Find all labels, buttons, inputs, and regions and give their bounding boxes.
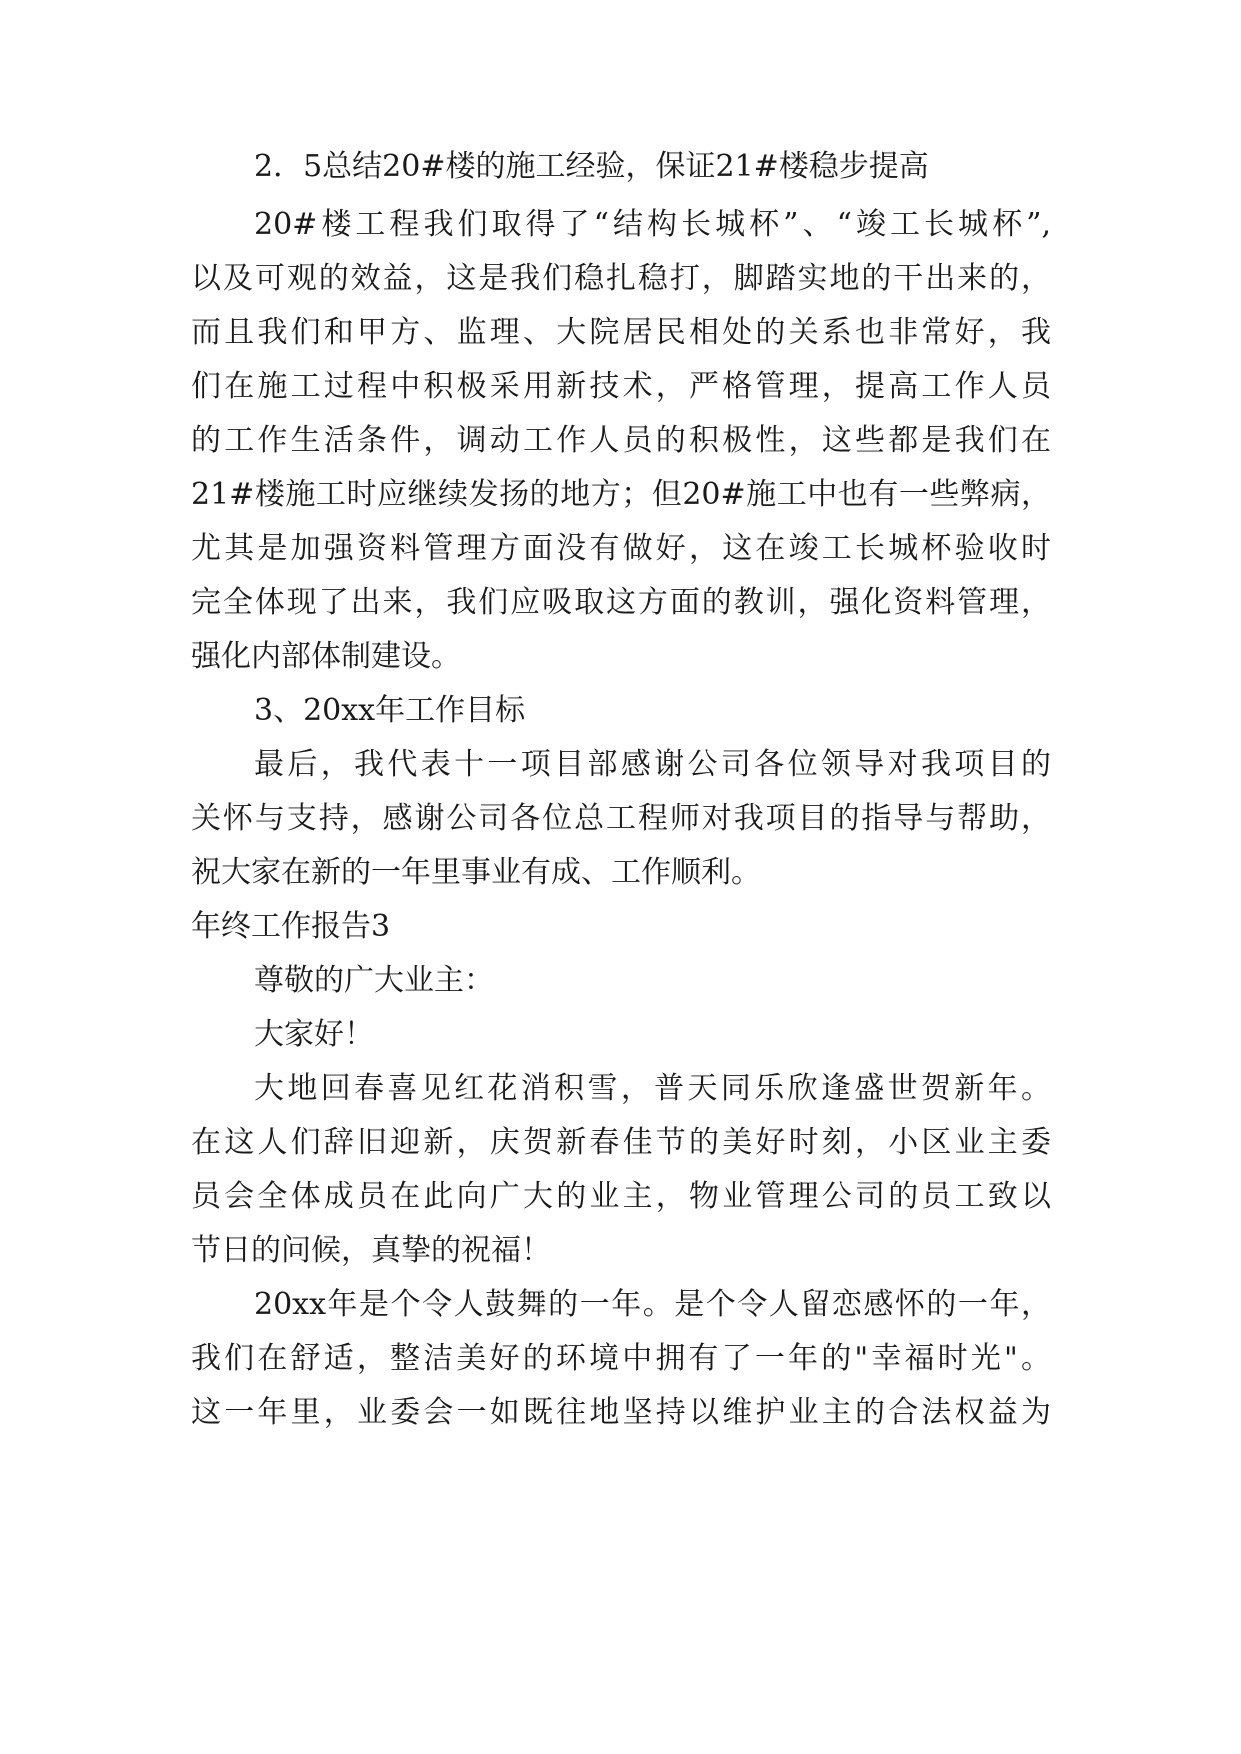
paragraph-line: 21#楼施工时应继续发扬的地方；但20#施工中也有一些弊病，	[191, 477, 1051, 512]
paragraph-line: 员会全体成员在此向广大的业主，物业管理公司的员工致以	[191, 1179, 1051, 1214]
section-heading-3: 3、20xx年工作目标	[254, 693, 526, 728]
paragraph-line: 尤其是加强资料管理方面没有做好，这在竣工长城杯验收时	[191, 531, 1051, 566]
greeting: 大家好！	[254, 1017, 374, 1052]
paragraph-line: 的工作生活条件，调动工作人员的积极性，这些都是我们在	[191, 423, 1051, 458]
paragraph-line: 祝大家在新的一年里事业有成、工作顺利。	[191, 855, 761, 890]
paragraph-line: 完全体现了出来，我们应吸取这方面的教训，强化资料管理，	[191, 585, 1051, 620]
paragraph-line: 们在施工过程中积极采用新技术，严格管理，提高工作人员	[191, 369, 1051, 404]
paragraph-line: 这一年里，业委会一如既往地坚持以维护业主的合法权益为	[191, 1395, 1051, 1430]
paragraph-line: 而且我们和甲方、监理、大院居民相处的关系也非常好，我	[191, 315, 1051, 350]
paragraph-line: 以及可观的效益，这是我们稳扎稳打，脚踏实地的干出来的，	[191, 261, 1051, 296]
paragraph-line: 我们在舒适，整洁美好的环境中拥有了一年的"幸福时光"。	[191, 1341, 1051, 1376]
paragraph-line: 节日的问候，真挚的祝福！	[191, 1233, 551, 1268]
paragraph-line: 关怀与支持，感谢公司各位总工程师对我项目的指导与帮助，	[191, 801, 1051, 836]
paragraph-line: 20#楼工程我们取得了“结构长城杯”、“竣工长城杯”,	[254, 207, 1051, 242]
paragraph-line: 大地回春喜见红花消积雪，普天同乐欣逢盛世贺新年。	[254, 1071, 1051, 1106]
report-title: 年终工作报告3	[191, 909, 391, 944]
paragraph-line: 20xx年是个令人鼓舞的一年。是个令人留恋感怀的一年，	[254, 1287, 1051, 1322]
salutation: 尊敬的广大业主：	[254, 963, 494, 998]
section-heading-2-5: 2．5总结20#楼的施工经验，保证21#楼稳步提高	[254, 149, 929, 184]
paragraph-line: 最后，我代表十一项目部感谢公司各位领导对我项目的	[254, 747, 1051, 782]
paragraph-line: 在这人们辞旧迎新，庆贺新春佳节的美好时刻，小区业主委	[191, 1125, 1051, 1160]
paragraph-line: 强化内部体制建设。	[191, 639, 461, 674]
